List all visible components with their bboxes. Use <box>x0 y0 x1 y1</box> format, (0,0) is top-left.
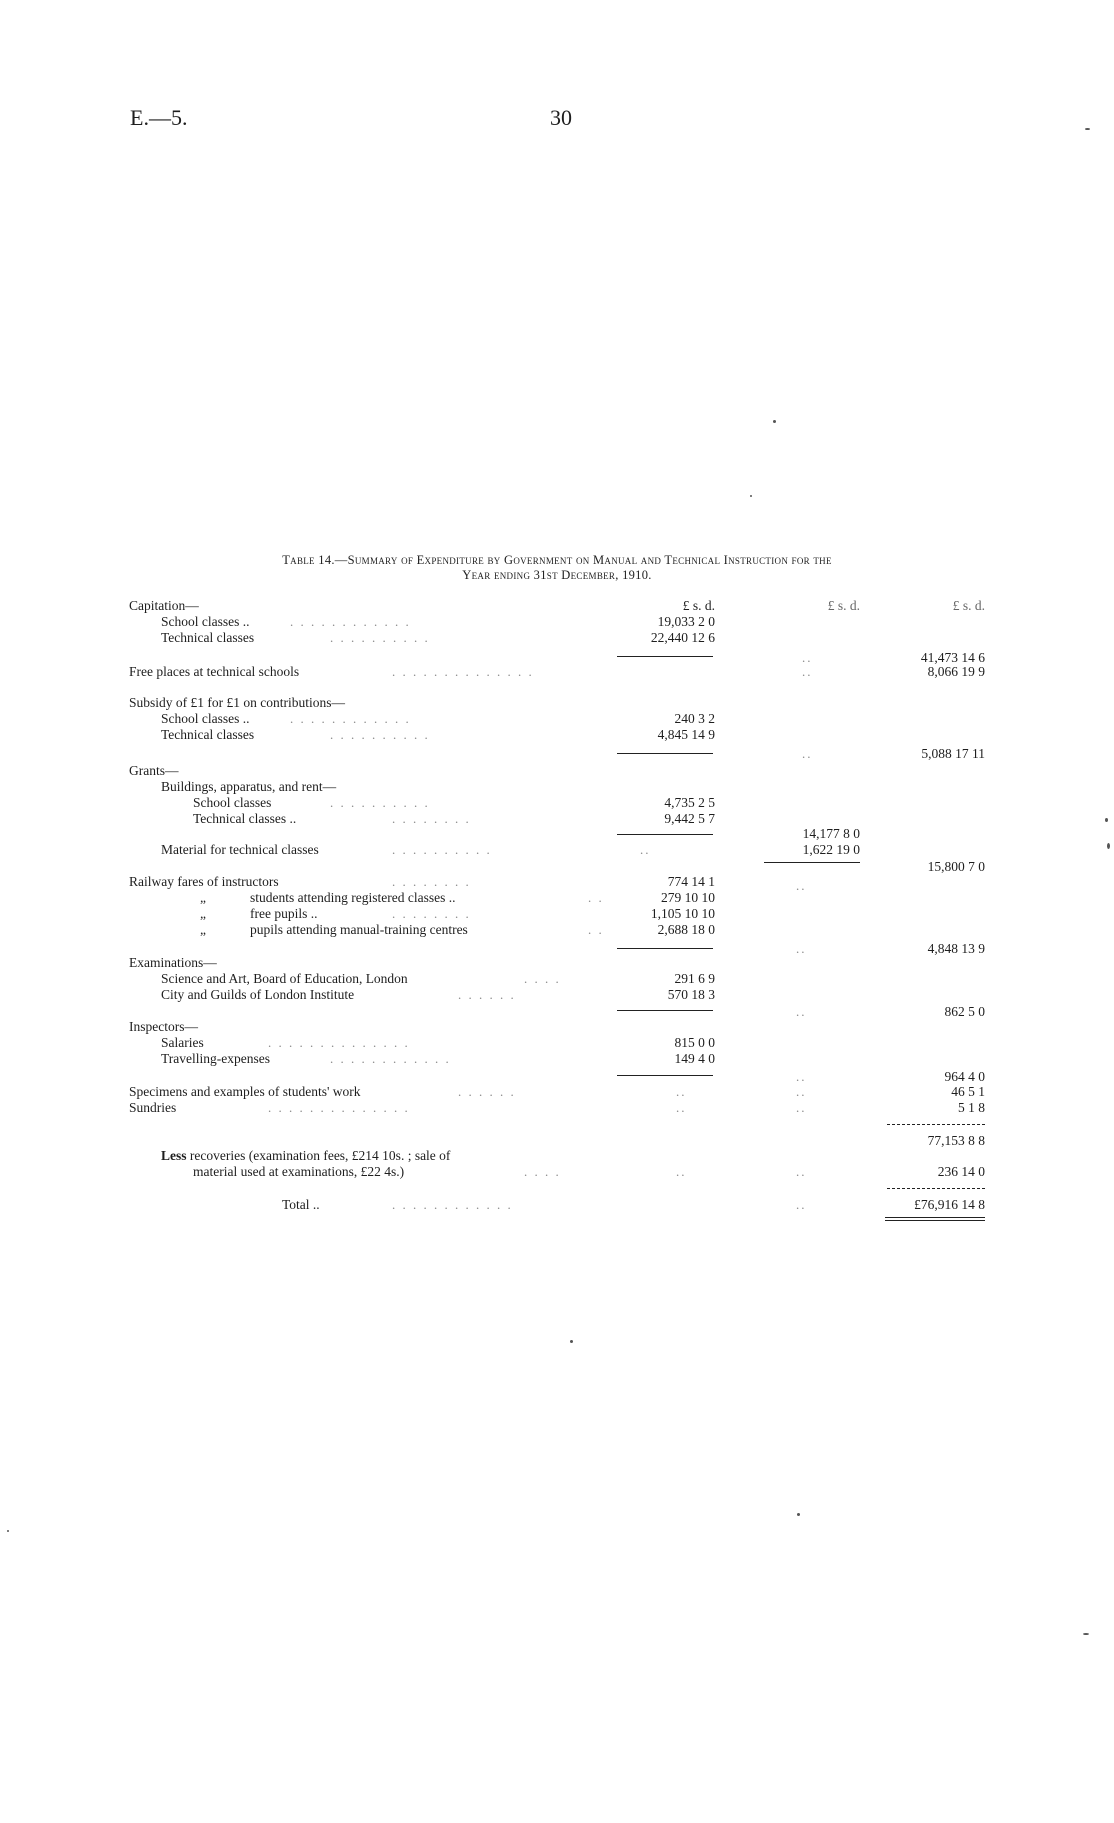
leader-dots: .. <box>802 650 813 665</box>
less-text: recoveries (examination fees, £214 10s. ; sale of <box>189 1148 451 1163</box>
scan-speck <box>1107 843 1110 849</box>
less-recoveries-line2: material used at examinations, £22 4s.) <box>193 1164 405 1179</box>
leader-dots: .. <box>796 1197 807 1212</box>
sundries-label: Sundries <box>129 1100 177 1115</box>
scan-speck <box>1083 1633 1089 1635</box>
subsidy-label: Subsidy of £1 for £1 on contributions— <box>129 695 345 710</box>
railway-pupils-label: pupils attending manual-training centres <box>250 922 468 937</box>
leader-dots: .. <box>796 1084 807 1099</box>
inspectors-travel-label: Travelling-expenses <box>161 1051 270 1066</box>
scan-speck <box>1105 818 1108 822</box>
leader-dots: .. <box>796 1100 807 1115</box>
railway-students-label: students attending registered classes .. <box>250 890 456 905</box>
leader-dots: . . . . . . . . . . <box>330 727 430 742</box>
grants-material-amount: 1,622 19 0 <box>802 842 860 857</box>
subsidy-total: 5,088 17 11 <box>921 746 985 761</box>
subtotal-rule <box>764 862 860 863</box>
leader-dots: .. <box>676 1100 687 1115</box>
examinations-science-label: Science and Art, Board of Education, London <box>161 971 408 986</box>
grants-tech-amount: 9,442 5 7 <box>664 811 715 826</box>
grand-total: £76,916 14 8 <box>914 1197 985 1212</box>
subsidy-school-amount: 240 3 2 <box>674 711 715 726</box>
inspectors-travel-amount: 149 4 0 <box>674 1051 715 1066</box>
examinations-total: 862 5 0 <box>944 1004 985 1019</box>
leader-dots: .. <box>796 1004 807 1019</box>
col-head-2: £ s. d. <box>827 598 860 613</box>
specimens-total: 46 5 1 <box>951 1084 985 1099</box>
subtotal-rule <box>617 834 713 835</box>
total-label: Total .. <box>282 1197 320 1212</box>
leader-dots: .. <box>796 941 807 956</box>
double-rule <box>885 1217 985 1218</box>
leader-dots: .. <box>676 1084 687 1099</box>
examinations-city-amount: 570 18 3 <box>667 987 715 1002</box>
less-word: Less <box>161 1148 187 1163</box>
inspectors-salaries-amount: 815 0 0 <box>674 1035 715 1050</box>
scan-speck <box>750 495 752 497</box>
examinations-science-amount: 291 6 9 <box>674 971 715 986</box>
inspectors-salaries-label: Salaries <box>161 1035 204 1050</box>
scan-speck <box>570 1340 573 1343</box>
capitation-total: 41,473 14 6 <box>920 650 985 665</box>
capitation-school-label: School classes .. <box>161 614 250 629</box>
grants-tech-label: Technical classes .. <box>193 811 297 826</box>
table-title-line1: Table 14.—Summary of Expenditure by Government on Manual and Technical Instruction for the <box>282 553 832 567</box>
railway-free-amount: 1,105 10 10 <box>650 906 715 921</box>
railway-students-amount: 279 10 10 <box>661 890 715 905</box>
railway-pupils-amount: 2,688 18 0 <box>657 922 715 937</box>
grants-label: Grants— <box>129 763 179 778</box>
leader-dots: . . . . . . . . <box>392 811 471 826</box>
leader-dots: . . . . . . . . . . . . <box>392 1197 513 1212</box>
examinations-label: Examinations— <box>129 955 217 970</box>
capitation-school-amount: 19,033 2 0 <box>657 614 715 629</box>
leader-dots: . . . . <box>524 1164 561 1179</box>
ditto-mark: „ <box>200 922 206 937</box>
ditto-mark: „ <box>200 890 206 905</box>
railway-total: 4,848 13 9 <box>927 941 985 956</box>
leader-dots: . . . . . . . . . . <box>330 630 430 645</box>
leader-dots: . . . . . . . . . . . . <box>290 614 411 629</box>
leader-dots: . . . . . . . . . . . . . . <box>268 1100 410 1115</box>
leader-dots: . . <box>588 922 604 937</box>
leader-dots: .. <box>796 1164 807 1179</box>
scan-speck <box>7 1530 9 1532</box>
leader-dots: .. <box>802 746 813 761</box>
subtotal-rule <box>617 753 713 754</box>
railway-instructors-amount: 774 14 1 <box>667 874 715 889</box>
leader-dots: . . . . . . . . <box>392 906 471 921</box>
leader-dots: .. <box>796 1069 807 1084</box>
leader-dots: . . . . . . . . . . . . <box>290 711 411 726</box>
col-head-1: £ s. d. <box>682 598 715 613</box>
leader-dots: . . . . . . . . . . . . . . <box>392 664 534 679</box>
railway-free-label: free pupils .. <box>250 906 318 921</box>
inspectors-total: 964 4 0 <box>944 1069 985 1084</box>
total-rule <box>887 1124 985 1125</box>
grants-total: 15,800 7 0 <box>927 859 985 874</box>
leader-dots: .. <box>676 1164 687 1179</box>
subtotal-rule <box>617 948 713 949</box>
leader-dots: . . . . <box>524 971 561 986</box>
leader-dots: . . . . . . <box>458 1084 516 1099</box>
capitation-tech-amount: 22,440 12 6 <box>650 630 715 645</box>
scan-speck <box>773 420 776 423</box>
subsidy-school-label: School classes .. <box>161 711 250 726</box>
free-places-label: Free places at technical schools <box>129 664 300 679</box>
grants-material-label: Material for technical classes <box>161 842 319 857</box>
grants-school-label: School classes <box>193 795 272 810</box>
subtotal-rule <box>617 1075 713 1076</box>
document-ref: E.—5. <box>130 105 188 130</box>
page-number: 30 <box>550 105 572 130</box>
grants-buildings-subtotal: 14,177 8 0 <box>802 826 860 841</box>
sundries-total: 5 1 8 <box>958 1100 985 1115</box>
col-head-3: £ s. d. <box>952 598 985 613</box>
gross-total: 77,153 8 8 <box>927 1133 985 1148</box>
grants-buildings-label: Buildings, apparatus, and rent— <box>161 779 337 794</box>
total-rule <box>887 1188 985 1189</box>
scan-speck <box>1085 128 1090 130</box>
capitation-label: Capitation— <box>129 598 199 613</box>
ditto-mark: „ <box>200 906 206 921</box>
free-places-total: 8,066 19 9 <box>927 664 985 679</box>
leader-dots: . . <box>588 890 604 905</box>
less-recoveries-amount: 236 14 0 <box>937 1164 985 1179</box>
inspectors-label: Inspectors— <box>129 1019 198 1034</box>
leader-dots: . . . . . . <box>458 987 516 1002</box>
leader-dots: . . . . . . . . . . . . . . <box>268 1035 410 1050</box>
table-title-line2: Year ending 31st December, 1910. <box>462 568 652 582</box>
subtotal-rule <box>617 1010 713 1011</box>
less-recoveries-line1 <box>161 1148 450 1164</box>
leader-dots: . . . . . . . . <box>392 874 471 889</box>
specimens-label: Specimens and examples of students' work <box>129 1084 361 1099</box>
grants-school-amount: 4,735 2 5 <box>664 795 715 810</box>
capitation-tech-label: Technical classes <box>161 630 255 645</box>
leader-dots: .. <box>802 664 813 679</box>
leader-dots: . . . . . . . . . . <box>392 842 492 857</box>
subtotal-rule <box>617 656 713 657</box>
leader-dots: . . . . . . . . . . <box>330 795 430 810</box>
leader-dots: .. <box>796 878 807 893</box>
subsidy-tech-amount: 4,845 14 9 <box>657 727 715 742</box>
leader-dots: .. <box>640 842 651 857</box>
double-rule <box>885 1220 985 1221</box>
subsidy-tech-label: Technical classes <box>161 727 255 742</box>
scan-speck <box>797 1513 800 1516</box>
examinations-city-label: City and Guilds of London Institute <box>161 987 355 1002</box>
leader-dots: . . . . . . . . . . . . <box>330 1051 451 1066</box>
railway-label: Railway fares of instructors <box>129 874 279 889</box>
